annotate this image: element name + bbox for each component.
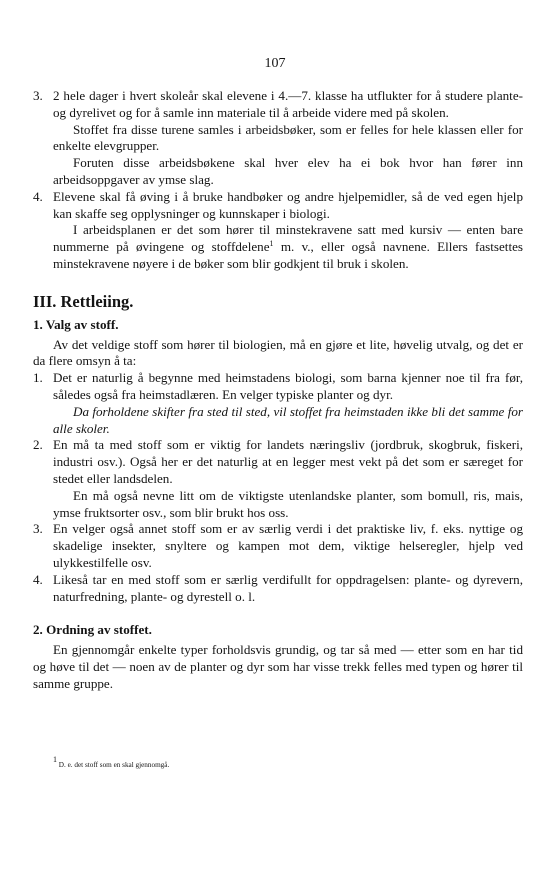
paragraph: Foruten disse arbeidsbøkene skal hver elev ha ei bok hvor han fører inn arbeidsoppgaver av ymse slag. <box>53 155 523 187</box>
text-run: I arbeidsplanen er det som hører til minstekravene satt med kursiv — enten bare nummerne på øvingene og stoffdelene <box>53 222 523 255</box>
text-run: m. v., eller også navnene. Ellers fastsettes minstekravene nøyere i de bøker som blir godkjent til bruk i skolen. <box>53 239 523 271</box>
section-title: 2. Ordning av stoffet. <box>33 622 152 638</box>
list-item <box>33 88 523 189</box>
list-item <box>33 572 523 606</box>
section-title: 1. Valg av stoff. <box>33 316 119 332</box>
item-number: 4. <box>33 571 43 587</box>
item-number: 2. <box>33 437 43 453</box>
list-item <box>33 437 523 521</box>
paragraph: 2 hele dager i hvert skoleår skal elevene i 4.—7. klasse ha utflukter for å studere plante- og dyrelivet og for å samle inn materiale til å arbeide videre med på skolen. <box>53 88 523 120</box>
paragraph: Elevene skal få øving i å bruke handbøker og andre hjelpemidler, så de ved egen hjelp kan skaffe seg opplysninger og kunnskaper i biologi. <box>53 188 523 221</box>
paragraph: En må også nevne litt om de viktigste utenlandske planter, som bomull, ris, mais, ymse fruktsorter osv., som blir brukt hos oss. <box>53 487 523 520</box>
paragraph: En gjennomgår enkelte typer forholdsvis grundig, og tar så med — etter som en har tid og høve til det — noen av de planter og dyr som har visse trekk felles med typen og hører til samme gruppe. <box>33 642 523 691</box>
body-text <box>33 88 523 693</box>
item-number: 1. <box>33 370 43 386</box>
list-item <box>33 521 523 571</box>
footnote-ref: 1 <box>269 239 274 249</box>
item-number: 3. <box>33 521 43 537</box>
footnote-marker: 1 <box>53 755 57 764</box>
page-number: 107 <box>264 56 286 71</box>
list-item <box>33 189 523 273</box>
paragraph: Av det veldige stoff som hører til biologien, må en gjøre et lite, høvelig utvalg, og det er da flere omsyn å ta: <box>33 336 523 369</box>
list-item <box>33 370 523 437</box>
paragraph: Likeså tar en med stoff som er særlig verdifullt for oppdragelsen: plante- og dyrevern, naturfredning, plante- og dyrestell o. l. <box>53 571 523 604</box>
item-number: 3. <box>33 88 43 103</box>
paragraph: En velger også annet stoff som er av særlig verdi i det praktiske liv, f. eks. nyttige og skadelige insekter, snyltere og kampen mot dem, viktige helseregler, hjelp ved ulykkestilfelle osv. <box>53 521 523 570</box>
paragraph: Stoffet fra disse turene samles i arbeidsbøker, som er felles for hele klassen eller for enkelte elevgrupper. <box>53 121 523 154</box>
footnote <box>53 755 170 770</box>
item-number: 4. <box>33 188 43 204</box>
italic-note: Da forholdene skifter fra sted til sted, vil stoffet fra heimstaden ikke bli det samme for alle skoler. <box>53 403 523 436</box>
paragraph <box>53 222 523 272</box>
chapter-title: III. Rettleiing. <box>33 291 134 311</box>
paragraph: Det er naturlig å begynne med heimstadens biologi, som barna kjenner noe til fra før, således også fra heimstadlæren. En velger typiske planter og dyr. <box>53 370 523 402</box>
paragraph: En må ta med stoff som er viktig for landets næringsliv (jordbruk, skogbruk, fiskeri, industri osv.). Også her er det naturlig at en legger mest vekt på det som er særeget for stedet eller landsdelen. <box>53 437 523 486</box>
footnote-text: D. e. det stoff som en skal gjennomgå. <box>57 761 170 769</box>
